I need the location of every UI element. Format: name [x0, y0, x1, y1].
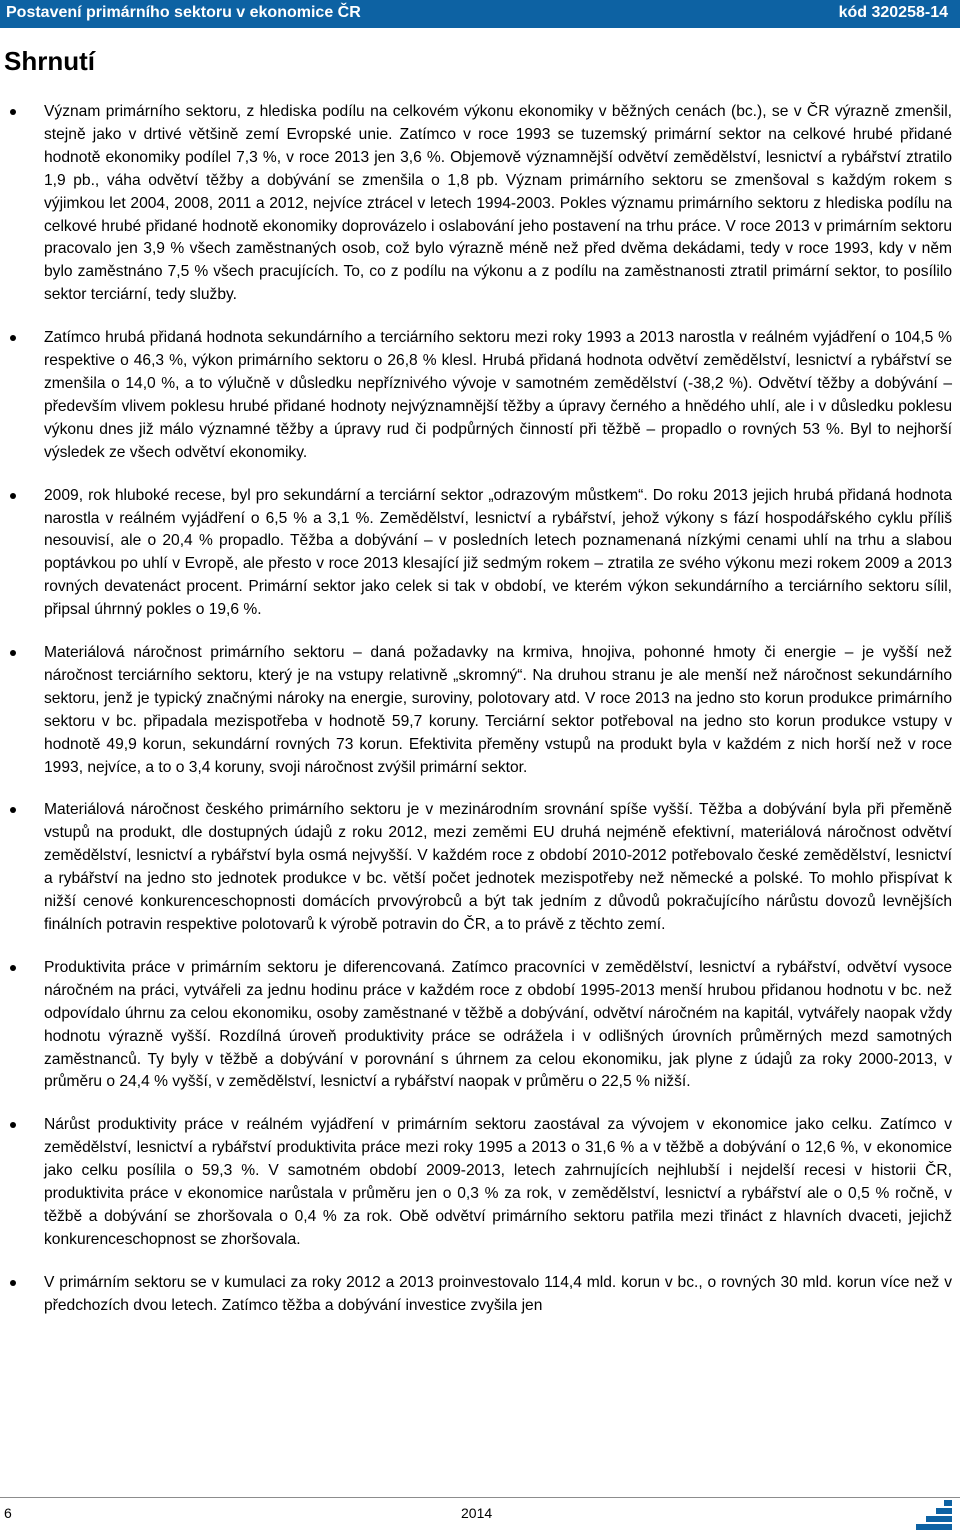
bullet-item [0, 642, 960, 779]
bullet-dot-icon [10, 335, 16, 341]
bullet-text: Produktivita práce v primárním sektoru je diferencovaná. Zatímco pracovníci v zemědělství, lesnictví a rybářství, odvětví vysoce náročném na práci, vytvářeli za jednu hodinu práce v každém roce z období 1995-2013 menší hrubou přidanou hodnotu v bc. než odpovídalo úhrnu za celou ekonomiku, osoby zaměstnané v těžbě a dobývání, odvětví náročném na kapitál, vytvářely naopak vždy hodnotu výrazně vyšší. Rozdílná úroveň produktivity práce se odráželа i v odlišných úrovních průměrných mezd samotných zaměstnanců. Ty byly v těžbě a dobývání v porovnání s úhrnem za celou ekonomiku, jak plyne z údajů za roky 2000-2013, v průměru o 24,4 % vyšší, v zemědělství, lesnictví a rybářství naopak v průměru o 22,5 % nižší. [44, 958, 952, 1091]
summary-bullet-list [0, 101, 960, 1338]
document-header [0, 0, 960, 28]
bullet-item [0, 799, 960, 936]
bullet-item [0, 957, 960, 1094]
bullet-text: 2009, rok hluboké recese, byl pro sekundární a terciární sektor „odrazovým můstkem“. Do roku 2013 jejich hrubá přidaná hodnota narostla v reálném vyjádření o 6,5 % a 3,1 %. Zemědělství, lesnictví a rybářství, jehož výkony s fází hospodářského cyklu příliš nesouvisí, ale o 20,4 % propadlo. Těžba a dobývání – v posledních letech poznamenaná nízkými cenami uhlí na trhu a slabou poptávkou po uhlí v Evropě, ale přesto v roce 2013 klesající již sedmým rokem – ztratila ze svého výkonu mezi rokem 2009 a 2013 rovných devatenáct procent. Primární sektor jako celek si tak v období, ve kterém výkon sekundárního a terciárního sektoru sílil, připsal úhrnný pokles o 19,6 %. [44, 486, 952, 619]
bullet-text: Význam primárního sektoru, z hlediska podílu na celkovém výkonu ekonomiky v běžných cenách (bc.), se v ČR výrazně zmenšil, stejně jako v drtivé většině zemí Evropské unie. Zatímco v roce 1993 se tuzemský primární sektor na celkové hrubé přidané hodnotě ekonomiky podílel 7,3 %, v roce 2013 jen 3,6 %. Objemově významnější odvětví zemědělství, lesnictví a rybářství ztratilo 1,9 pb., váha odvětví těžby a dobývání se zmenšila o 1,8 pb. Význam primárního sektoru se zmenšoval s každým rokem s výjimkou let 2004, 2008, 2011 a 2012, nejvíce ztrácel v letech 1994-2003. Pokles významu primárního sektoru z hlediska podílu na celkové hrubé přidané hodnotě ekonomiky doprovázelo i oslabování jeho postavení na trhu práce. V roce 2013 v primárním sektoru pracovalo jen 3,9 % všech zaměstnaných osob, což bylo výrazně méně než před dvěma dekádami, tedy v roce 1993, kdy v něm bylo zaměstnáno 7,5 % všech pracujících. To, co z podílu na výkonu a z podílu na zaměstnanosti ztratil primární sektor, to posílilo sektor terciární, tedy služby. [44, 103, 952, 304]
bullet-dot-icon [10, 807, 16, 813]
document-code: kód 320258-14 [838, 4, 948, 21]
bullet-item [0, 485, 960, 622]
bullet-text: V primárním sektoru se v kumulaci za roky 2012 a 2013 proinvestovalo 114,4 mld. korun v bc., o rovných 30 mld. korun více než v předchozích dvou letech. Zatímco těžba a dobývání investice zvyšila jen [44, 1273, 952, 1314]
page-number: 6 [4, 1505, 12, 1521]
bullet-item [0, 101, 960, 307]
bullet-item [0, 1114, 960, 1251]
bullet-dot-icon [10, 493, 16, 499]
czso-logo-icon [916, 1500, 952, 1530]
bullet-text: Nárůst produktivity práce v reálném vyjádření v primárním sektoru zaostával za vývojem v ekonomice jako celku. Zatímco v zemědělství, lesnictví a rybářství produktivita práce mezi roky 1995 a 2013 o 31,6 % a v těžbě a dobývání o 12,6 %, v ekonomice jako celku posílila o 59,3 %. V samotném období 2009-2013, letech zahrnujících nejhlubší i nejdelší recesi v historii ČR, produktivita práce v ekonomice narůstala v průměru jen o 0,3 % za rok, v zemědělství, lesnictví a rybářství ale o 0,5 % ročně, v těžbě a dobývání se zhoršovala o 0,4 % za rok. Obě odvětví primárního sektoru patřila mezi třináct z hlavních dvaceti, jejichž konkurenceschopnost se zhoršovala. [44, 1116, 952, 1248]
bullet-text: Zatímco hrubá přidaná hodnota sekundárního a terciárního sektoru mezi roky 1993 a 2013 narostla v reálném vyjádření o 104,5 % respektive o 46,3 %, výkon primárního sektoru o 26,8 % klesl. Hrubá přidaná hodnota odvětví zemědělství, lesnictví a rybářství se zmenšila o 14,0 %, a to výlučně v důsledku nepříznivého vývoje v samotném zemědělství (-38,2 %). Odvětví těžby a dobývání – především vlivem poklesu hrubé přidané hodnoty nejvýznamnější těžby a úpravy černého a hnědého uhlí, ale i v důsledku poklesu výkonu dnes již málo významné těžby a úpravy rud či podpůrných činností při těžbě – propadlo o rovných 53 %. Byl to nejhorší výsledek ze všech odvětví ekonomiky. [44, 329, 952, 461]
bullet-text: Materiálová náročnost českého primárního sektoru je v mezinárodním srovnání spíše vyšší. Těžba a dobývání byla při přeměně vstupů na produkt, dle dostupných údajů z roku 2012, mezi zeměmi EU druhá nejméně efektivní, materiálová náročnost odvětví zemědělství, lesnictví a rybářství byla osmá nejvyšší. V každém roce z období 2010-2012 potřebovalo české zemědělství, lesnictví a rybářství na jedno sto jednotek produkce v bc. větší počet jednotek mezispotřeby než německé a polské. To mohlo přispívat k nižší cenové konkurenceschopnosti domácích prvovýrobců a být tak jedním z důvodů pokračujícího nárůstu dovozů levnějších finálních potravin respektive polotovarů k výrobě potravin do ČR, a to právě z těchto zemí. [44, 801, 952, 933]
bullet-text: Materiálová náročnost primárního sektoru – daná požadavky na krmiva, hnojiva, pohonné hmoty či energie – je vyšší než náročnost terciárního sektoru, který je na vstupy relativně „skromný“. Na druhou stranu je ale menší než náročnost sekundárního sektoru, jenž je typický značnými nároky na energie, suroviny, polotovary atd. V roce 2013 na jedno sto korun produkce primárního sektoru v bc. připadala mezispotřeba v hodnotě 59,7 koruny. Terciární sektor potřeboval na jedno sto korun produkce vstupy v hodnotě 49,9 korun, sekundární rovných 73 korun. Efektivita přeměny vstupů na produkt byla v každém z nich horší než v roce 1993, nejvíce, a to o 3,4 koruny, svoji náročnost zvýšil primární sektor. [44, 644, 952, 776]
bullet-item [0, 327, 960, 464]
bullet-dot-icon [10, 650, 16, 656]
bullet-dot-icon [10, 1280, 16, 1286]
footer-year: 2014 [461, 1505, 493, 1521]
bullet-dot-icon [10, 1122, 16, 1128]
document-title: Postavení primárního sektoru v ekonomice ČR [6, 4, 361, 21]
bullet-item [0, 1272, 960, 1318]
bullet-dot-icon [10, 109, 16, 115]
footer-divider [0, 1497, 960, 1498]
section-title: Shrnutí [4, 46, 95, 76]
bullet-dot-icon [10, 965, 16, 971]
